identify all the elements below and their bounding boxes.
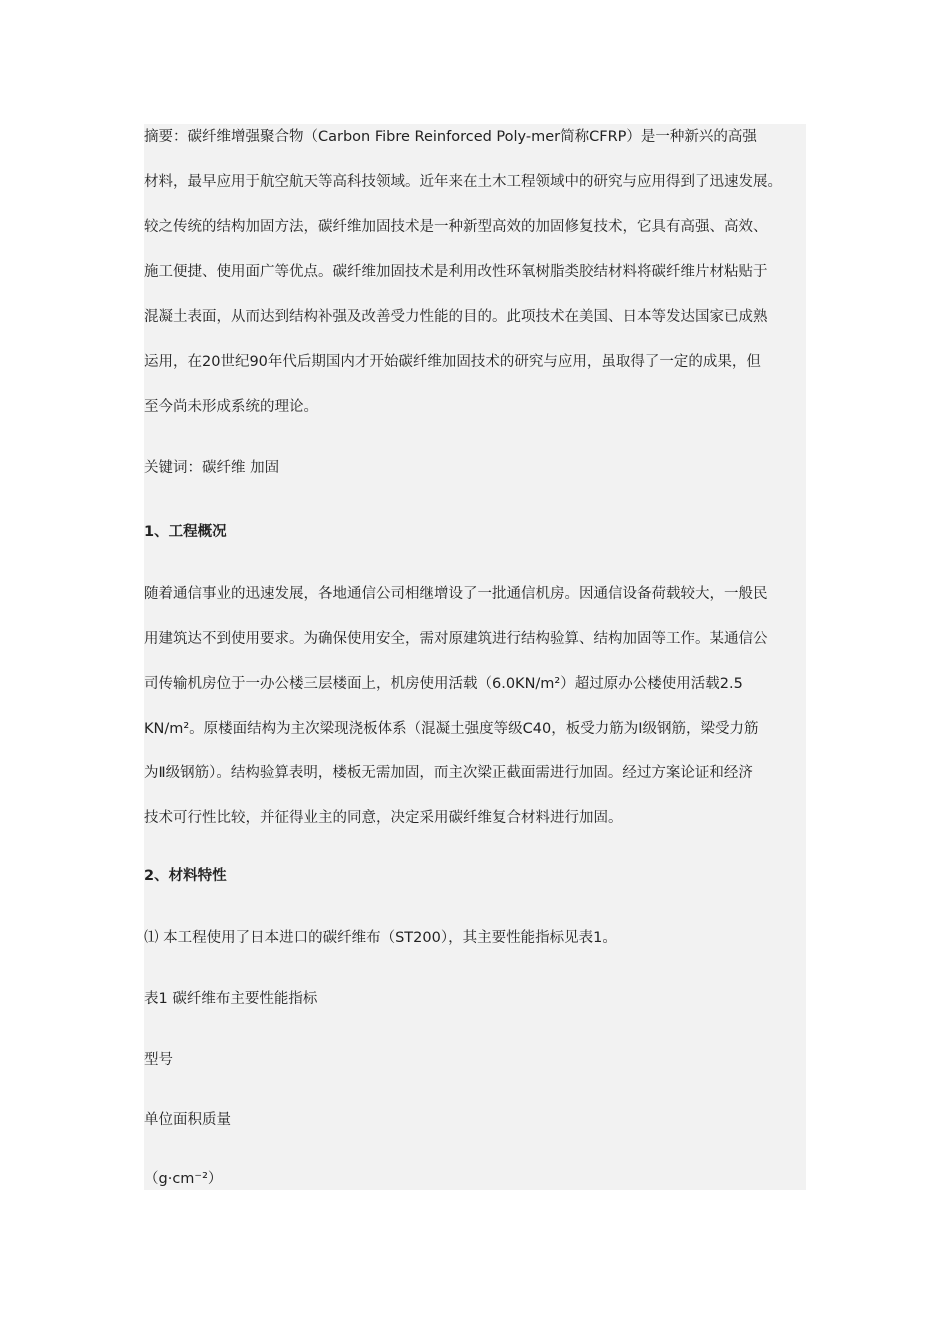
section-1-line-6: 技术可行性比较，并征得业主的同意，决定采用碳纤维复合材料进行加固。 bbox=[144, 810, 623, 826]
section-2-item-1: ⑴ 本工程使用了日本进口的碳纤维布（ST200），其主要性能指标见表1。 bbox=[144, 930, 617, 946]
abstract-line-7: 至今尚未形成系统的理论。 bbox=[144, 399, 318, 415]
section-1-line-4: KN/m²。原楼面结构为主次梁现浇板体系（混凝土强度等级C40，板受力筋为Ⅰ级钢筋，梁受力筋 bbox=[144, 721, 759, 737]
table-header-model: 型号 bbox=[144, 1052, 173, 1068]
abstract-line-4: 施工便捷、使用面广等优点。碳纤维加固技术是利用改性环氧树脂类胶结材料将碳纤维片材粘贴于 bbox=[144, 264, 768, 280]
abstract-line-6: 运用，在20世纪90年代后期国内才开始碳纤维加固技术的研究与应用，虽取得了一定的成果，但 bbox=[144, 354, 761, 370]
section-1-line-2: 用建筑达不到使用要求。为确保使用安全，需对原建筑进行结构验算、结构加固等工作。某通信公 bbox=[144, 631, 768, 647]
abstract-line-5: 混凝土表面，从而达到结构补强及改善受力性能的目的。此项技术在美国、日本等发达国家已成熟 bbox=[144, 309, 768, 325]
table-header-mass-unit: （g·cm⁻²） bbox=[144, 1171, 223, 1187]
section-1-title: 1、工程概况 bbox=[144, 524, 227, 540]
table-header-mass: 单位面积质量 bbox=[144, 1112, 231, 1128]
section-1-line-5: 为Ⅱ级钢筋）。结构验算表明，楼板无需加固，而主次梁正截面需进行加固。经过方案论证和经济 bbox=[144, 765, 753, 781]
abstract-line-1: 摘要：碳纤维增强聚合物（Carbon Fibre Reinforced Poly-mer简称CFRP）是一种新兴的高强 bbox=[144, 129, 757, 145]
section-1-line-3: 司传输机房位于一办公楼三层楼面上，机房使用活载（6.0KN/m²）超过原办公楼使用活载2.5 bbox=[144, 676, 743, 692]
document-content-area bbox=[144, 124, 806, 1190]
keywords: 关键词：碳纤维 加固 bbox=[144, 460, 280, 476]
table-caption: 表1 碳纤维布主要性能指标 bbox=[144, 991, 318, 1007]
section-1-line-1: 随着通信事业的迅速发展，各地通信公司相继增设了一批通信机房。因通信设备荷载较大，一般民 bbox=[144, 586, 768, 602]
abstract-line-2: 材料，最早应用于航空航天等高科技领域。近年来在土木工程领域中的研究与应用得到了迅速发展。 bbox=[144, 174, 782, 190]
abstract-line-3: 较之传统的结构加固方法，碳纤维加固技术是一种新型高效的加固修复技术，它具有高强、高效、 bbox=[144, 219, 768, 235]
section-2-title: 2、材料特性 bbox=[144, 868, 227, 884]
